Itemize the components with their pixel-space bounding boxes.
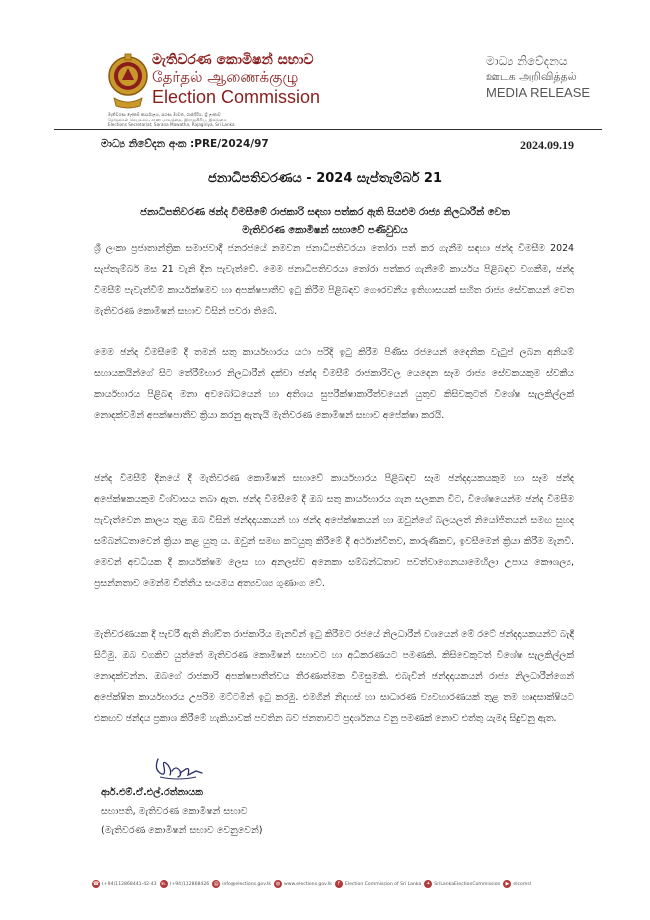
footer-item bbox=[160, 880, 210, 888]
subtitle-line: මැතිවරණ කොමිෂන් සභාවේ පණිවුඩය bbox=[242, 225, 408, 236]
footer-facebook: Election Commission of Sri Lanka bbox=[344, 881, 422, 887]
signatory-on-behalf: (මැතිවරණ කොමිෂන් සභාව වෙනුවෙන්) bbox=[101, 825, 263, 836]
signatory-position: සභාපති, මැතිවරණ කොමිෂන් සභාව bbox=[101, 806, 248, 817]
sri-lanka-emblem-icon bbox=[106, 50, 150, 112]
footer-email: info@elections.gov.lk bbox=[222, 881, 271, 887]
reference-number: මාධ්‍ය නිවේදන අංක :PRE/2024/97 bbox=[101, 138, 269, 150]
footer-website: www.elections.gov.lk bbox=[284, 881, 332, 887]
address-line-sinhala: මැතිවරණ ලේකම් කාර්යාලය, සරණ මාවත, රාජගිරිය, ශ්‍රී ලංකාව bbox=[108, 112, 221, 117]
org-name-tamil: தேர்தல் ஆணைக்குழு bbox=[152, 68, 299, 86]
media-release-label bbox=[486, 54, 596, 101]
footer-fax: (+94)112868426 bbox=[169, 881, 210, 887]
footer-item bbox=[274, 880, 332, 888]
web-icon: ◍ bbox=[275, 881, 281, 887]
organization-names bbox=[152, 52, 322, 107]
footer-item bbox=[424, 880, 500, 888]
youtube-icon: ▶ bbox=[503, 880, 511, 888]
release-label-tamil: ஊடக அறிவித்தல் bbox=[486, 70, 577, 83]
release-label-sinhala: මාධ්‍ය නිවේදනය bbox=[486, 54, 568, 68]
contact-footer bbox=[92, 880, 612, 888]
subtitle-line: ජනාධිපතිවරණ ඡන්ද විමසීමේ රාජකාරි සඳහා පත්කර ඇති සියළුම රාජ්‍ය නිලධාරීන් වෙත bbox=[140, 207, 510, 218]
body-paragraph-4: මැතිවරණයක දී පැවරී ඇති නිශ්චිත රාජකාරිය මැනවින් ඉටු කිරීමට රජයේ නිලධාරීන් වශයෙන් මේ රටේ ඡන්දදායකයන්ට බැඳී සිටිමු. ඔබ වගකිව යුත්තේ මැතිවරණ කොමිෂන් සභාවට හා අධිකරණයට පමණකි. කිසිවෙකුටත් විශේෂ සැලකිල්ලක් නොදක්වන්න. ඔබගේ රාජකාරි අපක්ෂපාතීත්වය තීරණාත්මක විමසුමකි. එබැවින් ඡන්දදායකයන් රාජ්‍ය නිලධාරීන්ගෙන් අපේක්ෂිත කාර්යභාරය උපරිම මට්ටමින් ඉටු කරමු. එමගින් නිදහස් හා සාධාරණ ව්‍යවහාරණයක් තුළ තම හෘදසාක්ෂියට එකඟව ඡන්දය ප්‍රකාශ කිරීමේ හැකියාවක් පවතින බව ජනතාවට ප්‍රදර්ශනය වනු පමණක් නොව එත්තු යැමද සිදුවනු ඇත. bbox=[94, 629, 574, 724]
address-line-english: Elections Secretariat, Sarana Mawatha, Rajagiriya, Sri Lanka bbox=[108, 122, 235, 128]
footer-phone: (+94)112868441-42-43 bbox=[102, 881, 157, 887]
body-paragraph-3: ඡන්ද විමසීම් දිනයේ දී මැතිවරණ කොමිෂන් සභාවේ කාර්යභාරය පිළිබඳව සෑම ඡන්දදායකයකුම හා සෑම ඡන්ද අපේක්ෂකයකුම විශ්වාසය තබා ඇත. ඡන්ද විමසීමේ දී ඔබ සතු කාර්යභාරය ගැන සලකන විට, විශේෂයෙන්ම ඡන්ද විමසීම පැවැත්වෙන කාලය තුළ ඔබ විසින් ඡන්දදායකයන් හා ඡන්ද අපේක්ෂකයන් හා ඔවුන්ගේ බලයලත් නියෝජිතයන් සමඟ සුහද සම්බන්ධතාවෙන් ක්‍රියා කළ යුතු ය. ඔවුන් සමඟ කටයුතු කිරීමේ දී අර්ථාන්විතව, කාරුණිකව, ඉවසීමෙන් ක්‍රියා කිරීම මැනවී. මෙවන් අවධියක දී කාර්යක්ෂම ලෙස හා අනලස්ව අනෙකා සම්බන්ධතාව පවත්වාගෙනයාමෙහිලා උපාය කෞශල්‍ය, ප්‍රසන්නතාව මෙන්ම චිත්තීය සංයමය අත්‍යවශ්‍ය ගුණාංග වේ. bbox=[94, 473, 574, 589]
footer-item bbox=[335, 880, 421, 888]
document-title: ජනාධිපතිවරණය - 2024 සැප්තැම්බර් 21 bbox=[208, 171, 442, 186]
handwritten-signature bbox=[150, 755, 206, 783]
release-label-english: MEDIA RELEASE bbox=[486, 85, 591, 100]
org-address bbox=[108, 112, 328, 128]
org-name-sinhala: මැතිවරණ කොමිෂන් සභාව bbox=[152, 52, 314, 68]
fax-icon: ℡ bbox=[160, 881, 167, 887]
footer-youtube: elcomsl bbox=[513, 881, 532, 887]
footer-item bbox=[212, 880, 271, 888]
org-name-english: Election Commission bbox=[152, 87, 321, 107]
address-line-tamil: தேர்தல்கள் செயலகம், சரண மாவத்தை, இராஜகிரிய, இலங்கை bbox=[108, 117, 227, 123]
body-paragraph-2: මෙම ඡන්ද විමසීමේ දී තමන් සතු කාර්යභාරය යථා පරිදි ඉටු කිරීම පිණිස රජයෙන් දෛනික වැටුප් ලබන අනියම් සහායකයින්ගේ සිට තේරීම්භාර නිලධාරීන් දක්වා ඡන්ද විමසීම් රාජකාරිවල යෙදෙන සෑම රාජ්‍ය සේවකයකුම ස්වකීය කාර්යභාරය පිළිබඳ මනා අවබෝධයෙන් හා අතිශය සුපරීක්ෂාකාරීත්වයෙන් යුතුව කිසිවකුටත් විශේෂ සැලකිල්ලක් නොදක්වමින් අපක්ෂපාතීව ක්‍රියා කරනු ඇතැයි මැතිවරණ කොමිෂන් සභාව අපේක්ෂා කරයි. bbox=[94, 347, 574, 421]
header-divider bbox=[54, 129, 602, 130]
document-subtitle bbox=[110, 204, 540, 240]
body-paragraph-1: ශ්‍රී ලංකා ප්‍රජාතාන්ත්‍රික සමාජවාදී ජනරජයේ නමවන ජනාධිපතිවරයා තෝරා පත් කර ගැනීම සඳහා ඡන්ද විමසීම 2024 සැප්තැම්බර් මස 21 වැනි දින පැවැත්වේ. මෙම ජනාධිපතිවරයා තෝරා පත්කර ගැනීමේ කාර්යය පිළිබඳව වගකීම, ඡන්ද විමසීම් පැවැත්වීම් කාර්යක්ෂමව හා අපක්ෂපාතීව ඉටු කිරීම පිළිබඳව ගෞරවනීය ඉතිහාසයක් සහිත රාජ්‍ය සේවකයන් වෙත මැතිවරණ කොමිෂන් සභාව විසින් පවරා තිබේ. bbox=[94, 243, 574, 317]
footer-item bbox=[503, 880, 531, 888]
footer-item bbox=[92, 880, 157, 888]
email-icon: @ bbox=[213, 881, 219, 887]
signature-block bbox=[101, 783, 262, 840]
release-date: 2024.09.19 bbox=[520, 138, 574, 152]
twitter-icon: ✦ bbox=[426, 881, 431, 887]
signatory-name: ආර්.එම්.ඒ.එල්.රත්නායක bbox=[101, 787, 203, 798]
footer-twitter: SriLankaElectionCommission bbox=[434, 881, 501, 887]
phone-icon: ☎ bbox=[92, 881, 100, 887]
facebook-icon: f bbox=[335, 880, 343, 888]
